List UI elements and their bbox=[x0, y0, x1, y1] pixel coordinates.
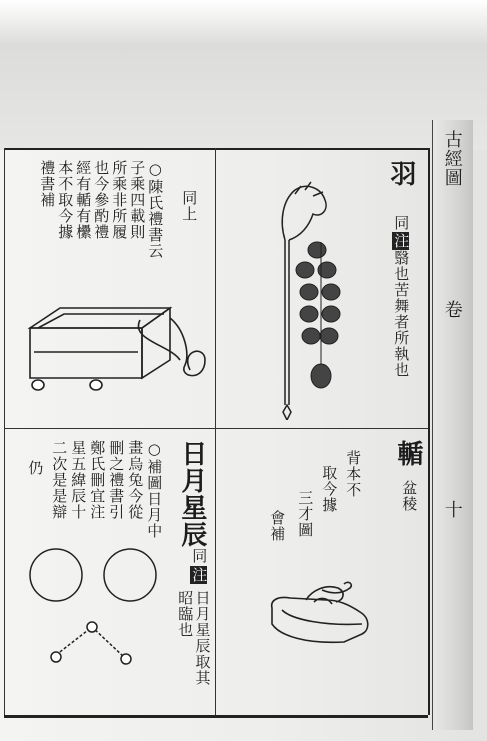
spine-book-title: 古經圖 bbox=[441, 130, 463, 187]
bottom-left-title: 日月星辰 bbox=[176, 440, 207, 548]
spine-volume: 卷 bbox=[441, 300, 463, 319]
note-line: 本不取今據 bbox=[56, 160, 75, 240]
top-right-same-mark: 同 bbox=[392, 215, 411, 231]
note-line: 子乘四載則 bbox=[128, 160, 147, 240]
note-line: 會補 bbox=[268, 510, 287, 542]
frame-left-border bbox=[4, 148, 5, 715]
top-right-annotation-badge: 注 bbox=[392, 233, 411, 249]
note-line: 背本不 bbox=[344, 450, 363, 498]
note-line: ○陳氏禮書云 bbox=[146, 160, 165, 259]
page-spine bbox=[432, 120, 473, 730]
bottom-left-caption: 日月星辰取其昭臨也 bbox=[176, 590, 212, 686]
spine-page-number: 十 bbox=[441, 500, 463, 519]
shoe-illustration bbox=[266, 580, 376, 650]
box-cart-illustration bbox=[20, 290, 215, 400]
note-line: 刪之禮書引 bbox=[107, 440, 126, 520]
note-line: 禮書補 bbox=[38, 160, 57, 208]
feather-staff-illustration bbox=[265, 180, 350, 420]
note-line: 畫烏兔今從 bbox=[126, 440, 145, 520]
bottom-right-subtitle: 盆稜 bbox=[400, 480, 419, 512]
note-line: 三才圖 bbox=[296, 490, 315, 538]
note-line: 也今參酌禮 bbox=[92, 160, 111, 240]
note-line: 星五緯辰十 bbox=[69, 440, 88, 520]
note-line: 經有輴有欙 bbox=[74, 160, 93, 240]
note-line: 鄭氏刪宜注 bbox=[88, 440, 107, 520]
top-left-label: 同上 bbox=[180, 190, 199, 222]
frame-middle-divider bbox=[4, 428, 428, 429]
frame-right-border bbox=[428, 148, 430, 715]
bottom-right-title: 輴 bbox=[392, 440, 423, 467]
note-line: ○補圖日月中 bbox=[145, 440, 164, 539]
note-line: 所乘非所履 bbox=[110, 160, 129, 240]
note-line: 仍 bbox=[26, 460, 45, 476]
note-line: 二次是是辯 bbox=[50, 440, 69, 520]
page-top-margin bbox=[0, 0, 487, 150]
note-line: 取今據 bbox=[320, 465, 339, 513]
frame-center-divider bbox=[215, 148, 216, 715]
sun-moon-stars-illustration bbox=[22, 545, 172, 675]
top-right-title: 羽 bbox=[385, 160, 416, 187]
bottom-left-same-mark: 同 bbox=[190, 548, 209, 564]
bottom-left-annotation-badge: 注 bbox=[190, 567, 209, 583]
top-right-caption: 翳也苦舞者所執也 bbox=[392, 250, 411, 378]
